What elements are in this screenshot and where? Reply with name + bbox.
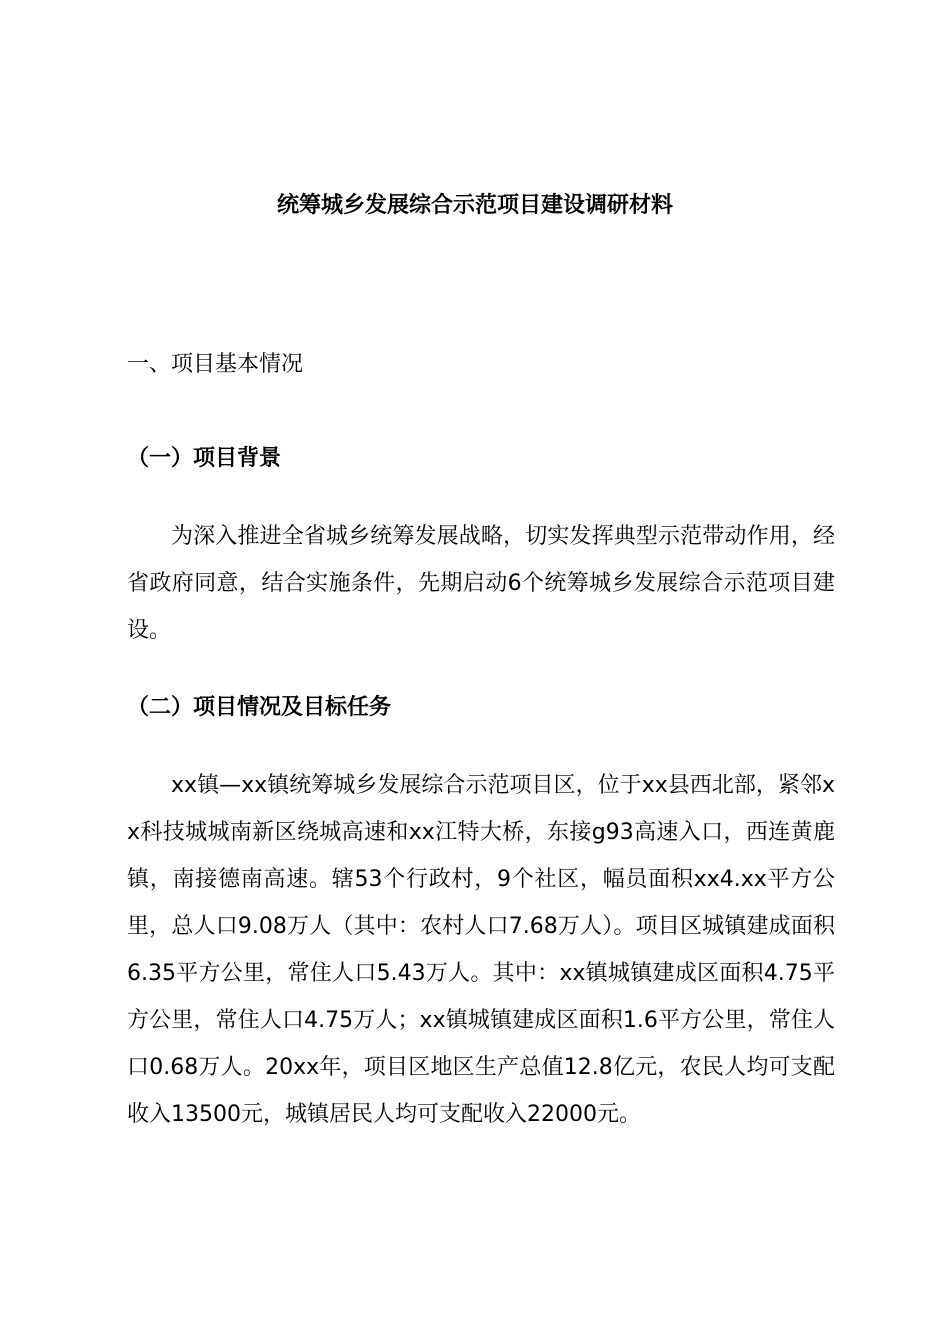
subsection-heading-background: （一）项目背景 [127,446,282,471]
subsection-heading-project-goals: （二）项目情况及目标任务 [127,695,392,720]
paragraph-project-goals: xx镇—xx镇统筹城乡发展综合示范项目区，位于xx县西北部，紧邻xx科技城城南新区绕城高速和xx江特大桥，东接g93高速入口，西连黄鹿镇，南接德南高速。辖53个行政村，9个社区，幅员面积xx4.xx平方公里，总人口9.08万人（其中：农村人口7.68万人）。项目区城镇建成面积6.35平方公里，常住人口5.43万人。其中：xx镇城镇建成区面积4.75平方公里，常住人口4.75万人；xx镇城镇建成区面积1.6平方公里，常住人口0.68万人。20xx年，项目区地区生产总值12.8亿元，农民人均可支配收入13500元，城镇居民人均可支配收入22000元。 [127,773,835,1127]
paragraph-background: 为深入推进全省城乡统筹发展战略，切实发挥典型示范带动作用，经省政府同意，结合实施条件，先期启动6个统筹城乡发展综合示范项目建设。 [127,524,835,643]
document-title: 统筹城乡发展综合示范项目建设调研材料 [276,193,673,218]
section-heading-basic-info: 一、项目基本情况 [127,352,304,377]
